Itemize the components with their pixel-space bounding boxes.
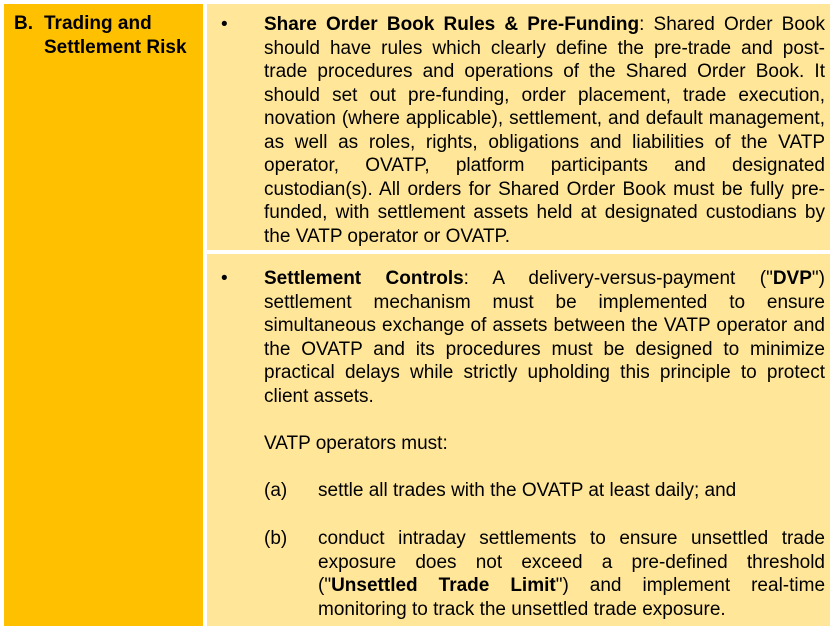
- settlement-controls-text-a: : A delivery-versus-payment (": [463, 268, 773, 289]
- settlement-controls-paragraph: [264, 267, 825, 408]
- settlement-controls-heading: Settlement Controls: [264, 268, 464, 289]
- share-order-book-paragraph: [264, 13, 825, 248]
- section-title: Trading and Settlement Risk: [44, 13, 187, 58]
- bullet-icon: •: [221, 14, 228, 35]
- risk-table: [4, 4, 830, 626]
- share-order-book-heading: Share Order Book Rules & Pre-Funding: [264, 14, 640, 35]
- unsettled-trade-limit-term: Unsettled Trade Limit: [331, 575, 556, 596]
- item-b-text-a: conduct intraday settlements to ensure unsettled trade exposure does not exceed a pre-defined threshold (": [318, 528, 825, 596]
- bullet-icon: •: [221, 268, 228, 289]
- item-a-text: settle all trades with the OVATP at least daily; and: [318, 480, 737, 501]
- item-b-label: (b): [264, 528, 288, 549]
- row-share-order-book: [207, 4, 830, 250]
- row-settlement-controls: [207, 254, 830, 626]
- settlement-controls-text-b: ") settlement mechanism must be implemented to ensure simultaneous exchange of assets between the VATP operator and the OVATP and its procedures must be designed to minimize practical delays while strictly upholding this principle to protect client assets.: [264, 268, 825, 407]
- section-header-cell: [4, 4, 203, 626]
- section-letter: B.: [14, 13, 33, 34]
- share-order-book-text: : Shared Order Book should have rules which clearly define the pre-trade and post-trade procedures and operations of the Shared Order Book. It should set out pre-funding, order placement, trade execution, novation (where applicable), settlement, and default management, as well as roles, rights, obligations and liabilities of the VATP operator, OVATP, platform participants and designated custodian(s). All orders for Shared Order Book must be fully pre-funded, with settlement assets held at designated custodians by the VATP operator or OVATP.: [264, 14, 825, 247]
- item-a-label: (a): [264, 480, 288, 501]
- item-b-text: [318, 527, 825, 621]
- item-b-text-b: ") and implement real-time monitoring to track the unsettled trade exposure.: [318, 575, 826, 620]
- dvp-term: DVP: [772, 268, 812, 289]
- operators-intro: VATP operators must:: [264, 433, 448, 454]
